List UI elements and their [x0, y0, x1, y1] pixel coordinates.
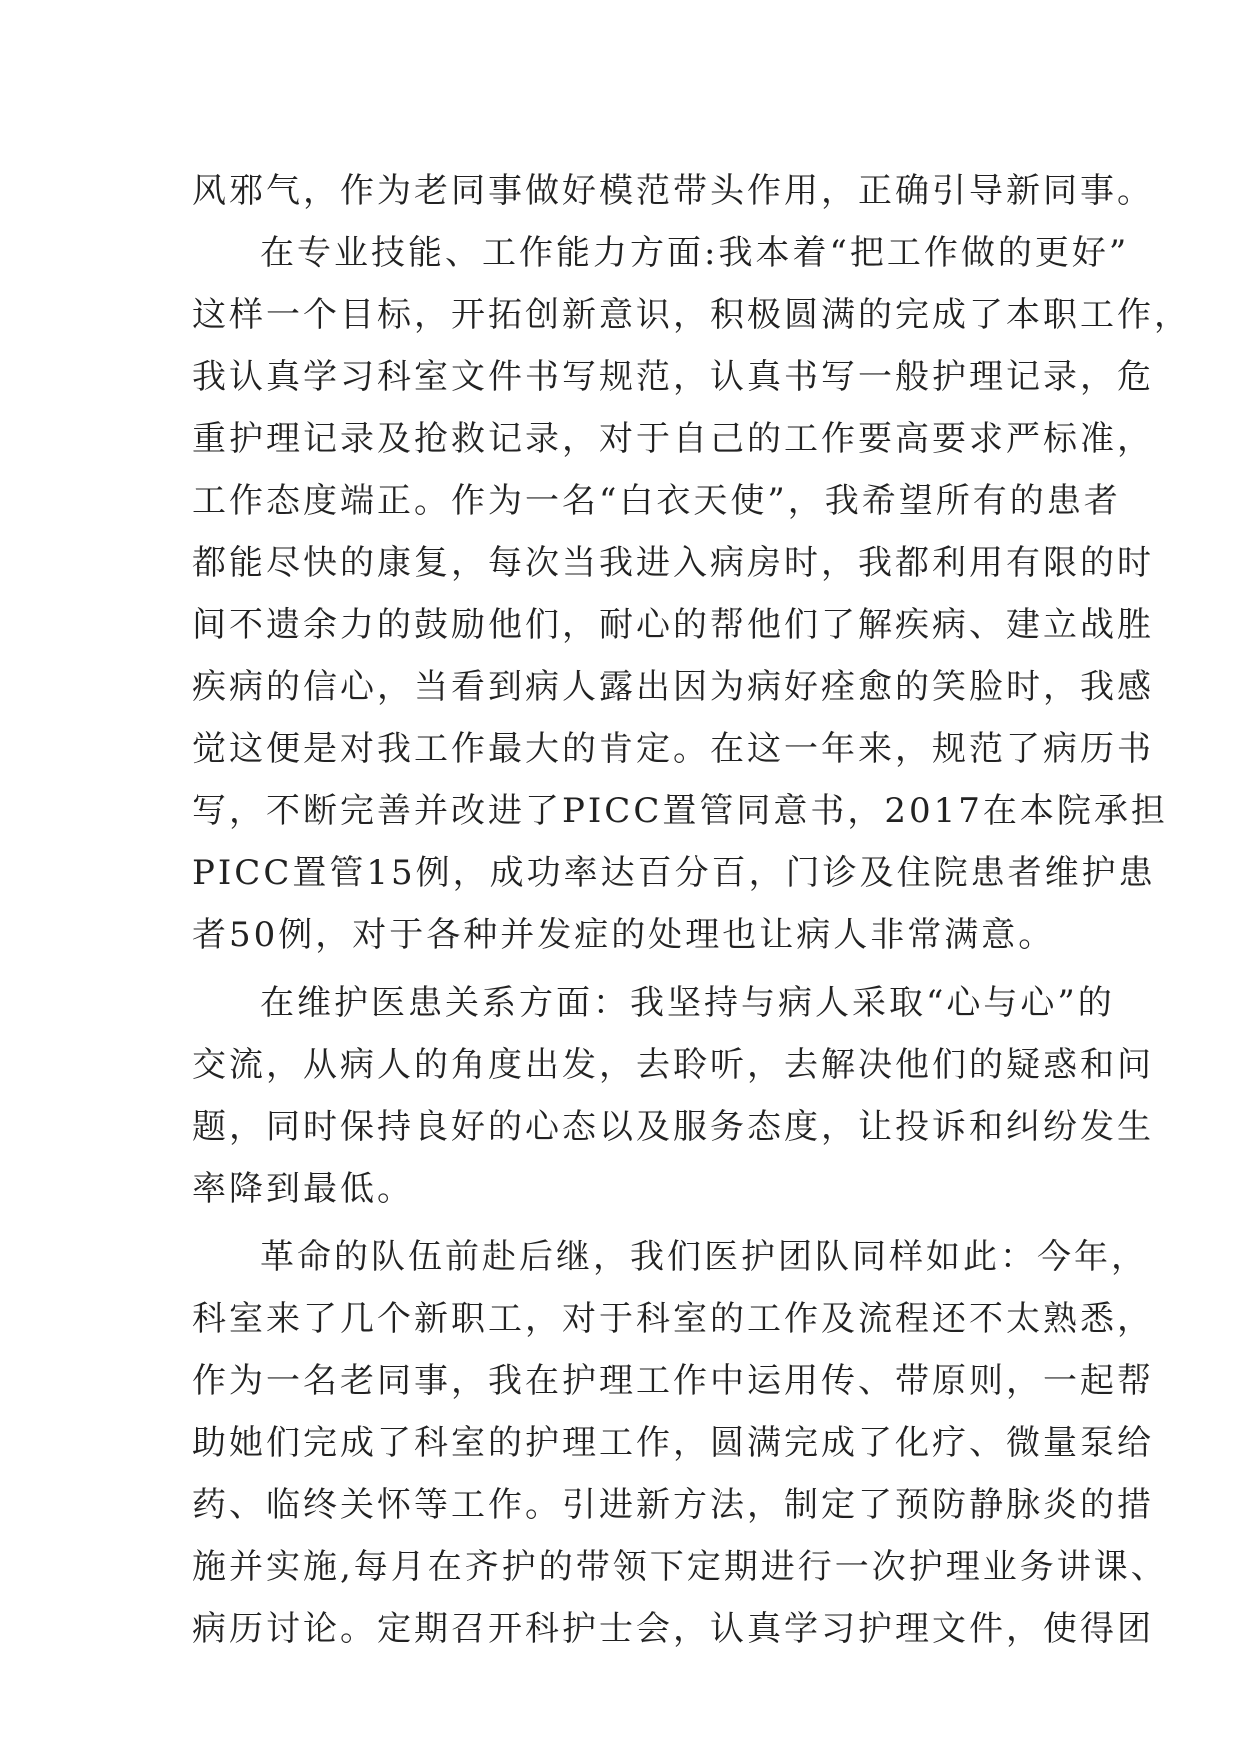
text-line: 都能尽快的康复，每次当我进入病房时，我都利用有限的时 [192, 543, 1154, 583]
text-line: 作为一名老同事，我在护理工作中运用传、带原则，一起帮 [192, 1361, 1154, 1401]
text-line: 病历讨论。定期召开科护士会，认真学习护理文件，使得团 [192, 1609, 1154, 1649]
text-line: 这样一个目标，开拓创新意识，积极圆满的完成了本职工作， [192, 295, 1191, 335]
text-line: 助她们完成了科室的护理工作，圆满完成了化疗、微量泵给 [192, 1423, 1154, 1463]
text-line: 工作态度端正。作为一名“白衣天使”，我希望所有的患者 [192, 481, 1121, 521]
text-line: 间不遗余力的鼓励他们，耐心的帮他们了解疾病、建立战胜 [192, 605, 1154, 645]
paragraph-start-line: 在专业技能、工作能力方面:我本着“把工作做的更好” [260, 233, 1130, 273]
text-line: 写，不断完善并改进了PICC置管同意书，2017在本院承担 [192, 791, 1168, 831]
paragraph-start-line: 革命的队伍前赴后继，我们医护团队同样如此：今年， [260, 1237, 1148, 1277]
text-line: PICC置管15例，成功率达百分百，门诊及住院患者维护患 [192, 853, 1156, 893]
text-line: 风邪气，作为老同事做好模范带头作用，正确引导新同事。 [192, 171, 1154, 211]
text-line: 题，同时保持良好的心态以及服务态度，让投诉和纠纷发生 [192, 1107, 1154, 1147]
text-line: 交流，从病人的角度出发，去聆听，去解决他们的疑惑和问 [192, 1045, 1154, 1085]
text-line: 药、临终关怀等工作。引进新方法，制定了预防静脉炎的措 [192, 1485, 1154, 1525]
paragraph-start-line: 在维护医患关系方面：我坚持与病人采取“心与心”的 [260, 983, 1115, 1023]
text-line: 科室来了几个新职工，对于科室的工作及流程还不太熟悉， [192, 1299, 1154, 1339]
text-line: 重护理记录及抢救记录，对于自己的工作要高要求严标准， [192, 419, 1154, 459]
text-line: 施并实施,每月在齐护的带领下定期进行一次护理业务讲课、 [192, 1547, 1168, 1587]
text-line: 觉这便是对我工作最大的肯定。在这一年来，规范了病历书 [192, 729, 1154, 769]
text-line: 者50例，对于各种并发症的处理也让病人非常满意。 [192, 915, 1056, 955]
text-line: 率降到最低。 [192, 1169, 414, 1209]
document-body [192, 160, 1191, 1660]
text-line: 我认真学习科室文件书写规范，认真书写一般护理记录，危 [192, 357, 1154, 397]
text-line: 疾病的信心，当看到病人露出因为病好痊愈的笑脸时，我感 [192, 667, 1154, 707]
